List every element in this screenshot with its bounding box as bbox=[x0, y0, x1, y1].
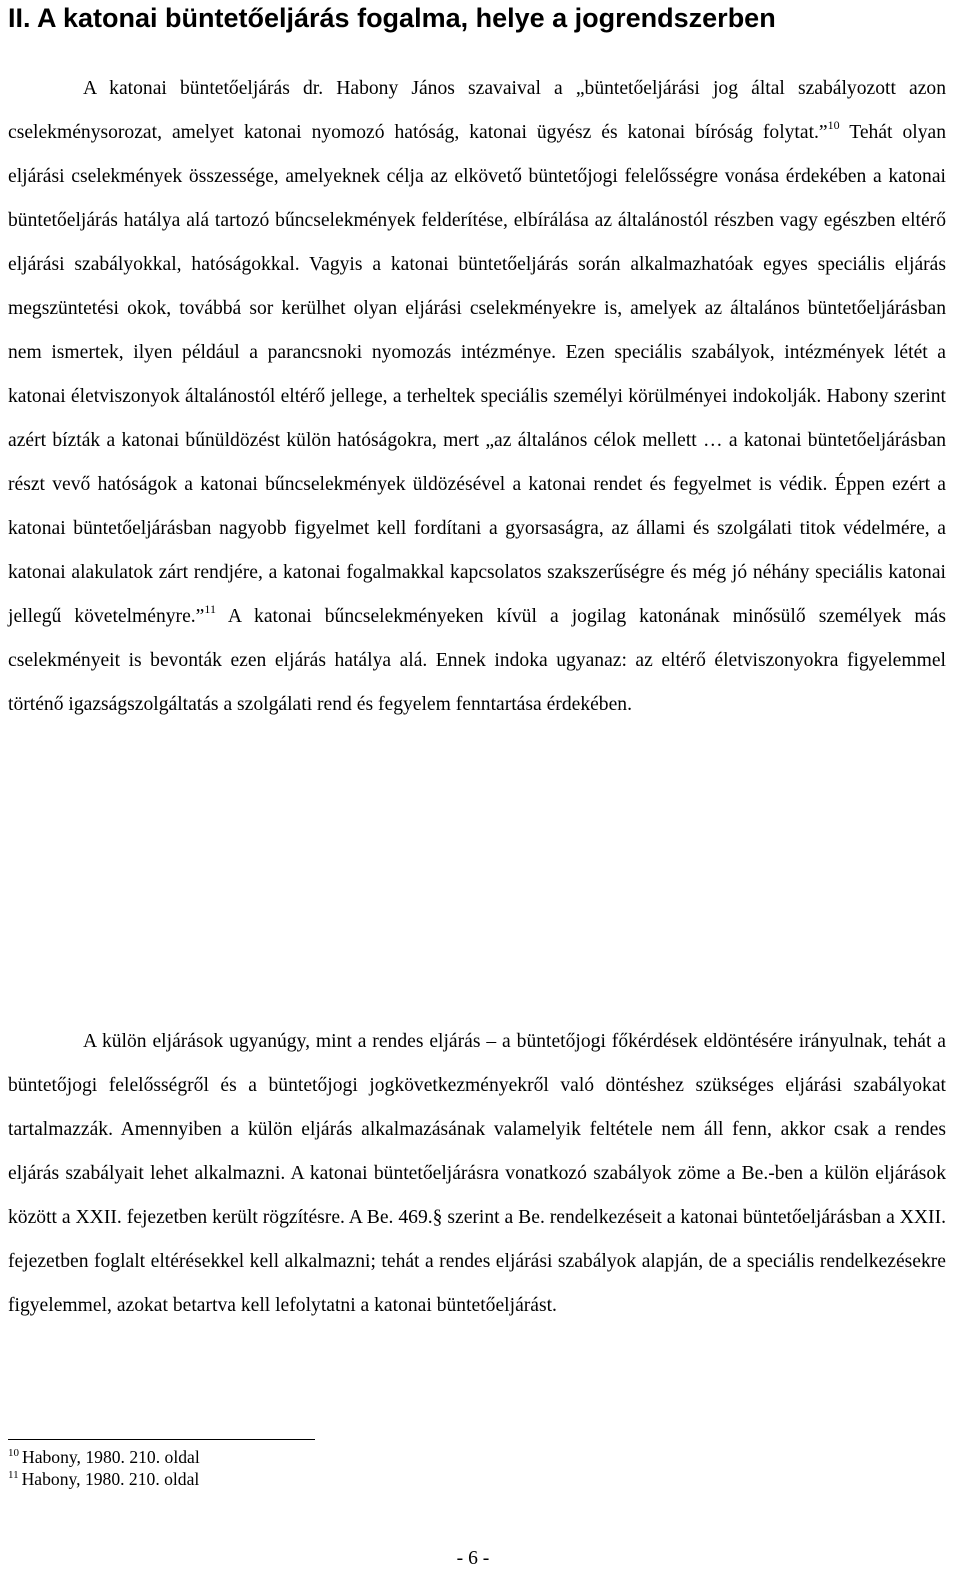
footnote-10 bbox=[8, 1446, 200, 1468]
section-heading: II. A katonai büntetőeljárás fogalma, helye a jogrendszerben bbox=[8, 3, 776, 33]
paragraph-1-text-a: A katonai büntetőeljárás dr. Habony János szavaival a „büntetőeljárási jog által szabályozott azon cselekménysorozat, amelyet katonai nyomozó hatóság, katonai ügyész és katonai bíróság folytat.” bbox=[8, 78, 946, 143]
page-number: - 6 - bbox=[456, 1548, 490, 1569]
body-paragraph-2: A külön eljárások ugyanúgy, mint a rendes eljárás – a büntetőjogi főkérdések eldöntésére irányulnak, tehát a büntetőjogi felelősségről és a büntetőjogi jogkövetkezményekről való döntéshez szükséges eljárási szabályokat tartalmazzák. Amennyiben a külön eljárás alkalmazásának valamelyik feltétele nem áll fenn, akkor csak a rendes eljárás szabályait lehet alkalmazni. A katonai büntetőeljárásra vonatkozó szabályok zöme a Be.-ben a külön eljárások között a XXII. fejezetben került rögzítésre. A Be. 469.§ szerint a Be. rendelkezéseit a katonai büntetőeljárásban a XXII. fejezetben foglalt eltérésekkel kell alkalmazni; tehát a rendes eljárási szabályok alapján, de a speciális rendelkezésekre figyelemmel, azokat betartva kell lefolytatni a katonai büntetőeljárást. bbox=[8, 1031, 946, 1316]
footnote-number: 11 bbox=[8, 1469, 19, 1481]
footnote-number: 10 bbox=[8, 1447, 19, 1459]
footnote-ref-11[interactable]: 11 bbox=[204, 602, 216, 616]
body-paragraph-1 bbox=[8, 67, 946, 727]
footnote-ref-10[interactable]: 10 bbox=[827, 118, 840, 132]
footnote-11 bbox=[8, 1468, 200, 1490]
paragraph-1-text-b: Tehát olyan eljárási cselekmények összessége, amelyeknek célja az elkövető büntetőjogi felelősségre vonása érdekében a katonai büntetőeljárás hatálya alá tartozó bűncselekmények felderítése, elbírálása az általánostól részben vagy egészben eltérő eljárási szabályokkal, hatóságokkal. Vagyis a katonai büntetőeljárás során alkalmazhatóak egyes speciális eljárás megszüntetési okok, továbbá sor kerülhet olyan eljárási cselekményekre is, amelyek az általános büntetőeljárásban nem ismertek, ilyen például a parancsnoki nyomozás intézménye. Ezen speciális szabályok, intézmények létét a katonai életviszonyok általánostól eltérő jellege, a terheltek speciális személyi körülményei indokolják. Habony szerint azért bízták a katonai bűnüldözést külön hatóságokra, mert „az általános célok mellett … a katonai büntetőeljárásban részt vevő hatóságok a katonai bűncselekmények üldözésével a katonai rendet és fegyelmet is védik. Éppen ezért a katonai büntetőeljárásban nagyobb figyelmet kell fordítani a gyorsaságra, az állami és szolgálati titok védelmére, a katonai alakulatok zárt rendjére, a katonai fogalmakkal kapcsolatos szakszerűségre és még jó néhány speciális katonai jellegű követelményre.” bbox=[8, 122, 946, 627]
footnote-text: Habony, 1980. 210. oldal bbox=[22, 1447, 200, 1467]
footnotes bbox=[8, 1446, 200, 1490]
paragraph-1-text-c: A katonai bűncselekményeken kívül a jogilag katonának minősülő személyek más cselekményeit is bevonták ezen eljárás hatálya alá. Ennek indoka ugyanaz: az eltérő életviszonyokra figyelemmel történő igazságszolgáltatás a szolgálati rend és fegyelem fenntartása érdekében. bbox=[8, 606, 946, 715]
footnote-text: Habony, 1980. 210. oldal bbox=[21, 1469, 200, 1489]
footnote-separator bbox=[8, 1439, 315, 1440]
